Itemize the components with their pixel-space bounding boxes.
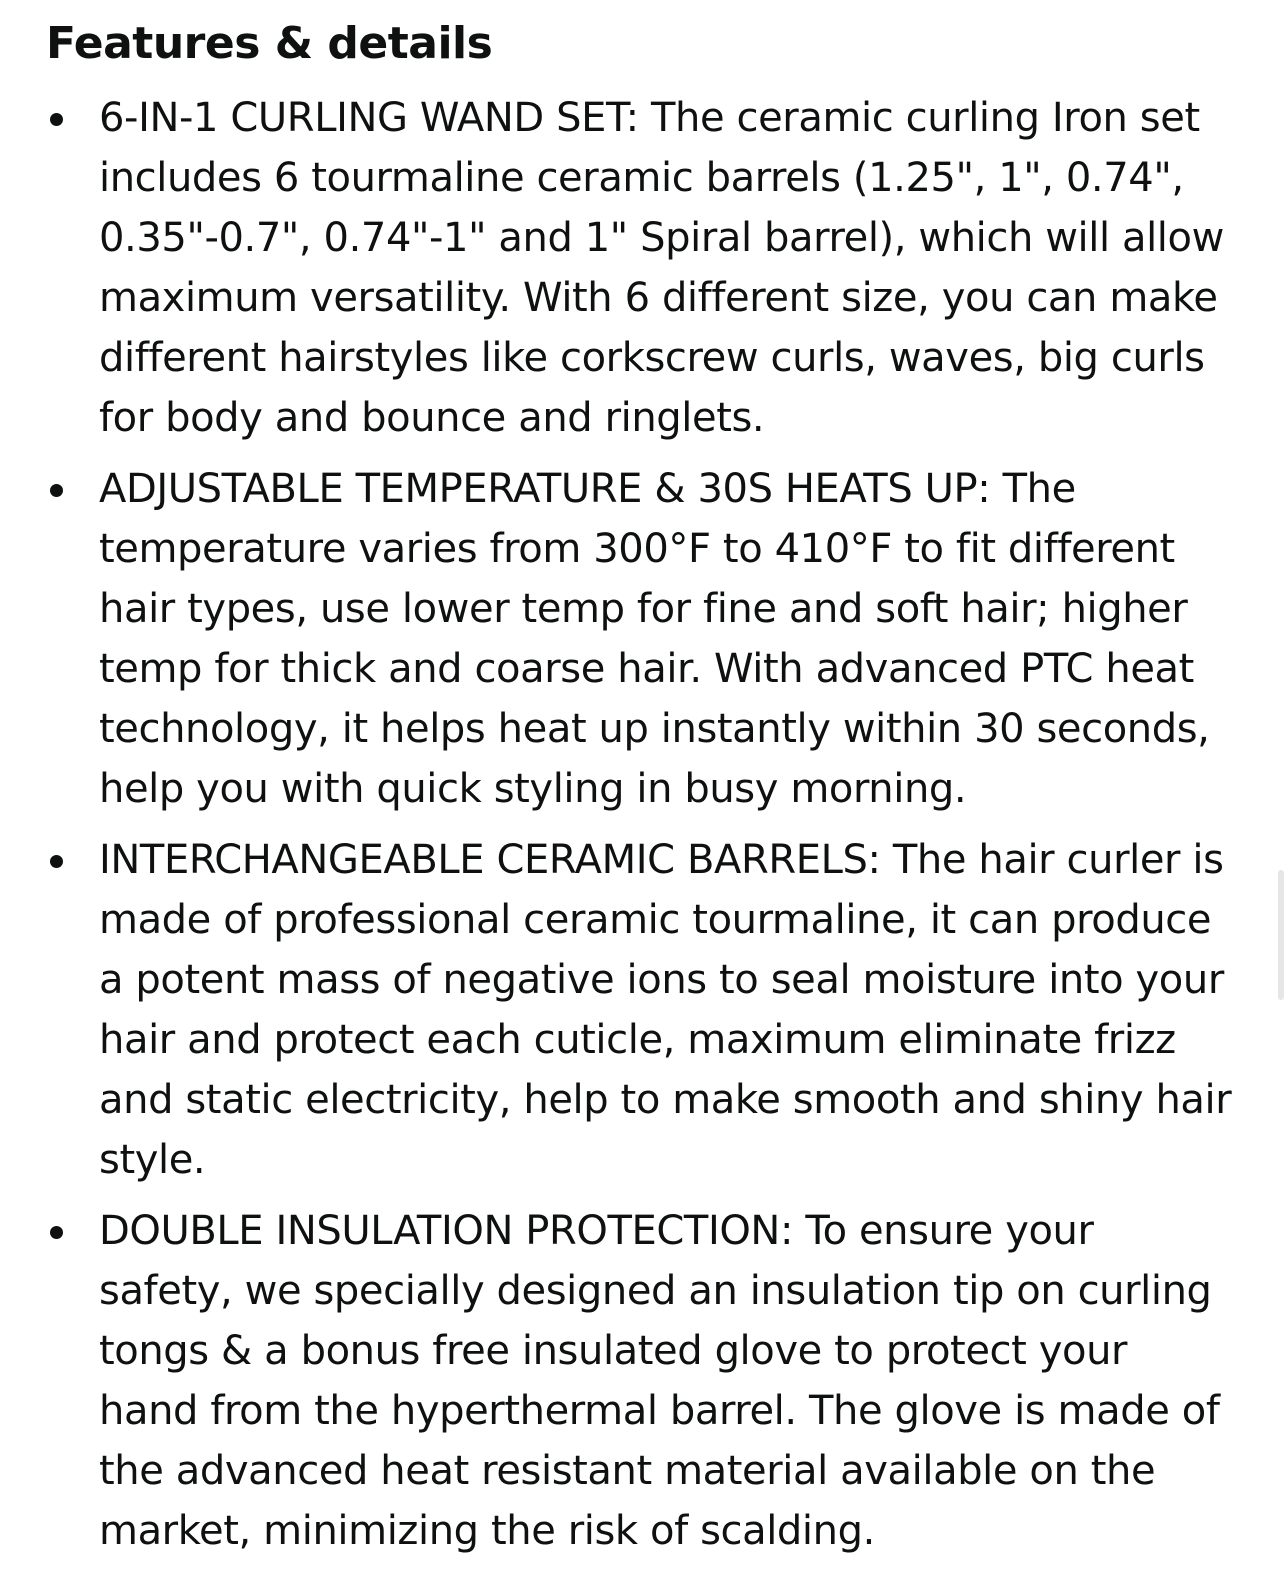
- feature-text: DOUBLE INSULATION PROTECTION: To ensure your safety, we specially designed an insulation tip on curling tongs & a bonus free insulated glove to protect your hand from the hyperthermal barrel. The glove is made of the advanced heat resistant material available on the market, minimizing the risk of scalding.: [99, 1208, 1220, 1554]
- section-title: Features & details: [46, 18, 493, 69]
- scrollbar[interactable]: [1278, 870, 1284, 1000]
- features-bullet-list: [0, 88, 1284, 1572]
- feature-bullet-curling-wand-set: [0, 88, 1284, 448]
- feature-bullet-adjustable-temperature: [0, 459, 1284, 819]
- bullet-dot-icon: [50, 1226, 63, 1239]
- feature-bullet-insulation-protection: [0, 1201, 1284, 1561]
- bullet-dot-icon: [50, 113, 63, 126]
- feature-text: ADJUSTABLE TEMPERATURE & 30S HEATS UP: The temperature varies from 300°F to 410°F to fit different hair types, use lower temp for fine and soft hair; higher temp for thick and coarse hair. With advanced PTC heat technology, it helps heat up instantly within 30 seconds, help you with quick styling in busy morning.: [99, 466, 1210, 812]
- feature-text: 6-IN-1 CURLING WAND SET: The ceramic curling Iron set includes 6 tourmaline ceramic barrels (1.25", 1", 0.74", 0.35"-0.7", 0.74"-1" and 1" Spiral barrel), which will allow maximum versatility. With 6 different size, you can make different hairstyles like corkscrew curls, waves, big curls for body and bounce and ringlets.: [99, 95, 1224, 441]
- bullet-dot-icon: [50, 855, 63, 868]
- feature-bullet-ceramic-barrels: [0, 830, 1284, 1190]
- feature-text: INTERCHANGEABLE CERAMIC BARRELS: The hair curler is made of professional ceramic tourmaline, it can produce a potent mass of negative ions to seal moisture into your hair and protect each cuticle, maximum eliminate frizz and static electricity, help to make smooth and shiny hair style.: [99, 837, 1232, 1183]
- bullet-dot-icon: [50, 484, 63, 497]
